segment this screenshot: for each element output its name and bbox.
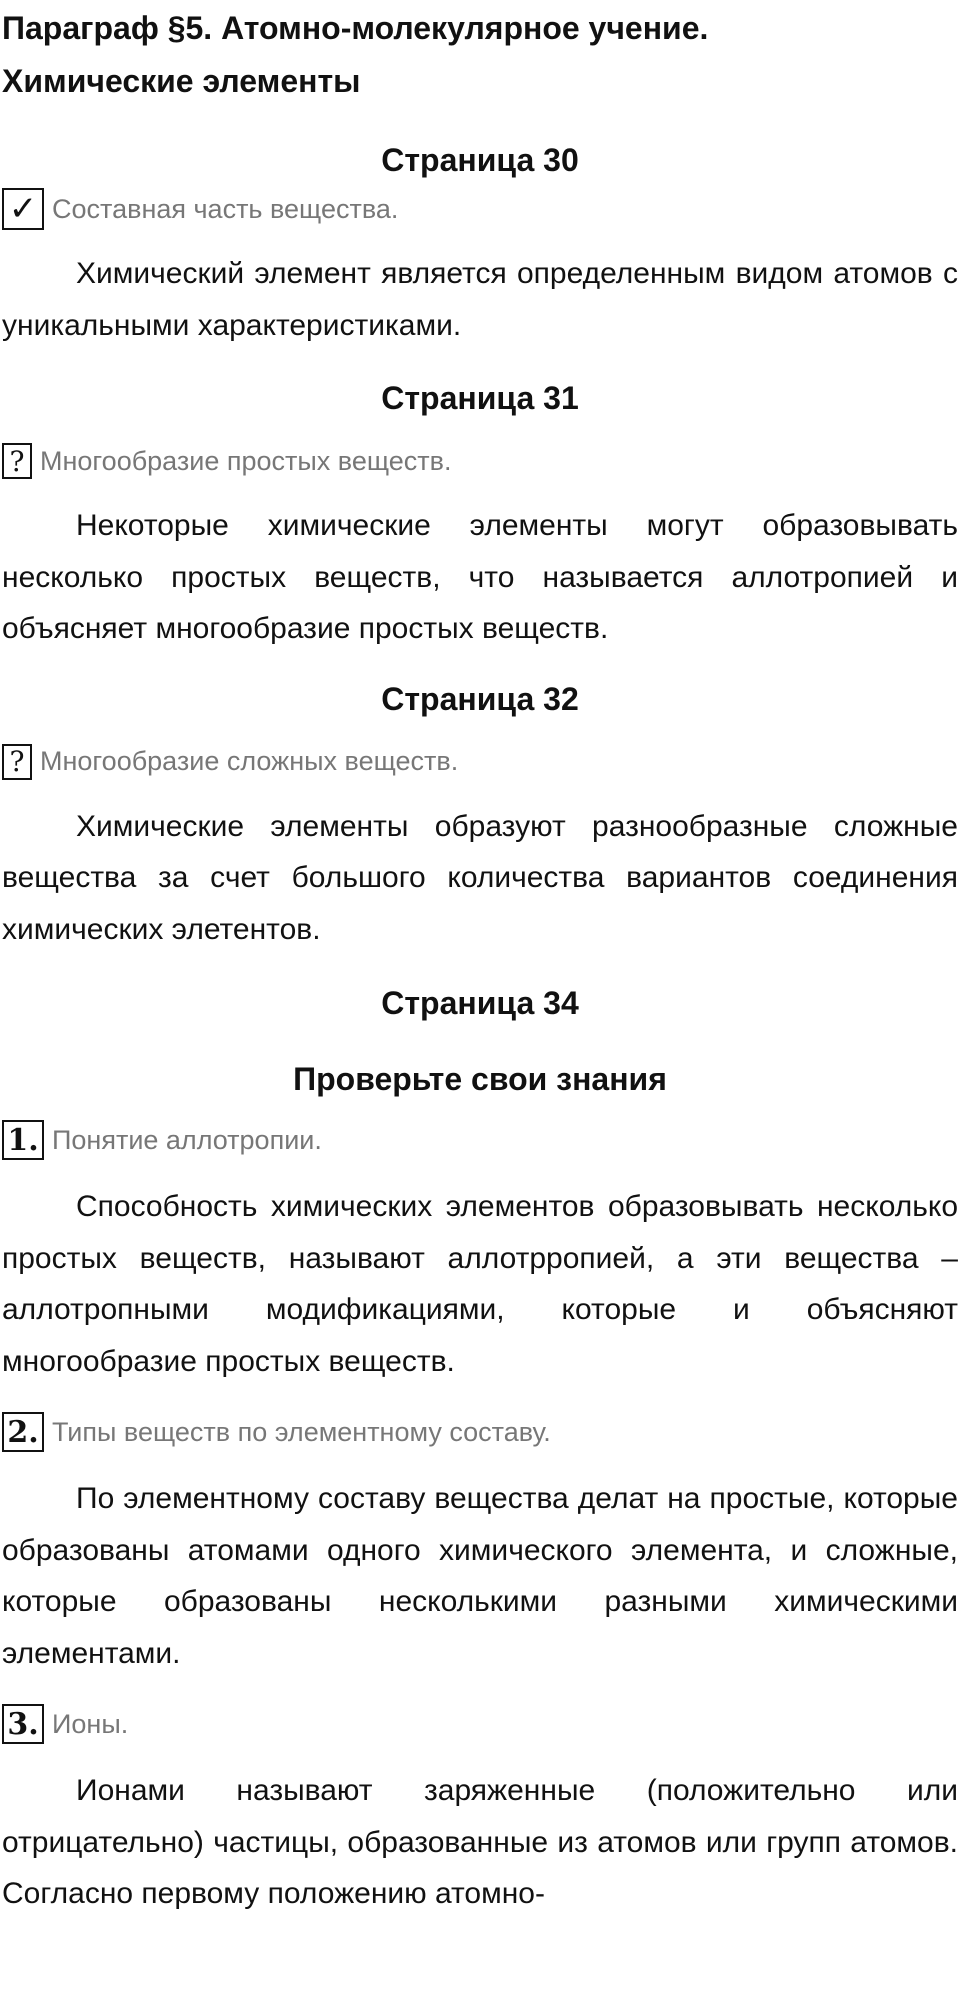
- answer-paragraph: По элементному составу вещества делат на простые, которые образованы атомами одного химического элемента, и сложные, которые образованы несколькими разными химическими элементами.: [2, 1482, 958, 1670]
- question-number-badge: 2.: [2, 1412, 44, 1452]
- question-row: [2, 438, 960, 484]
- answer-paragraph: Ионами называют заряженные (положительно или отрицательно) частицы, образованные из атомов или групп атомов. Согласно первому положению атомно-: [2, 1774, 958, 1910]
- page-title-line-2: Химические элементы: [2, 63, 361, 99]
- answer-paragraph: Химический элемент является определенным видом атомов с уникальными характеристиками.: [2, 257, 958, 342]
- section-heading-page-31: Страница 31: [381, 380, 579, 416]
- section-subheading: Проверьте свои знания: [293, 1061, 667, 1097]
- section-heading-page-32: Страница 32: [381, 680, 579, 717]
- page-title-line-1: Параграф §5. Атомно-молекулярное учение.: [2, 10, 709, 46]
- question-text: Понятие аллотропии.: [52, 1124, 322, 1155]
- question-text: Типы веществ по элементному составу.: [52, 1416, 551, 1447]
- question-text: Ионы.: [52, 1708, 129, 1739]
- page-title: [2, 0, 960, 108]
- question-number-badge: 3.: [2, 1704, 44, 1744]
- question-mark-icon: ?: [2, 744, 32, 780]
- answer-paragraph: Некоторые химические элементы могут образовывать несколько простых веществ, что называется аллотропией и объясняет многообразие простых веществ.: [2, 509, 958, 645]
- question-text: Составная часть вещества.: [52, 193, 399, 224]
- section-heading-page-30: Страница 30: [381, 142, 579, 178]
- question-text: Многообразие простых веществ.: [40, 445, 452, 476]
- section-heading-page-34: Страница 34: [381, 985, 579, 1021]
- question-row: [2, 186, 960, 232]
- question-row: [2, 739, 960, 785]
- checkmark-icon: ✓: [2, 188, 44, 230]
- question-row: [2, 1117, 960, 1163]
- answer-paragraph: Химические элементы образуют разнообразные сложные вещества за счет большого количества вариантов соединения химических элетентов.: [2, 809, 958, 946]
- answer-paragraph: Способность химических элементов образовывать несколько простых веществ, называют аллотрропией, а эти вещества – аллотропными модификациями, которые и объясняют многообразие простых веществ.: [2, 1190, 958, 1378]
- question-text: Многообразие сложных веществ.: [40, 746, 459, 776]
- question-row: [2, 1409, 960, 1455]
- question-row: [2, 1701, 960, 1747]
- question-mark-icon: ?: [2, 443, 32, 479]
- question-number-badge: 1.: [2, 1120, 44, 1160]
